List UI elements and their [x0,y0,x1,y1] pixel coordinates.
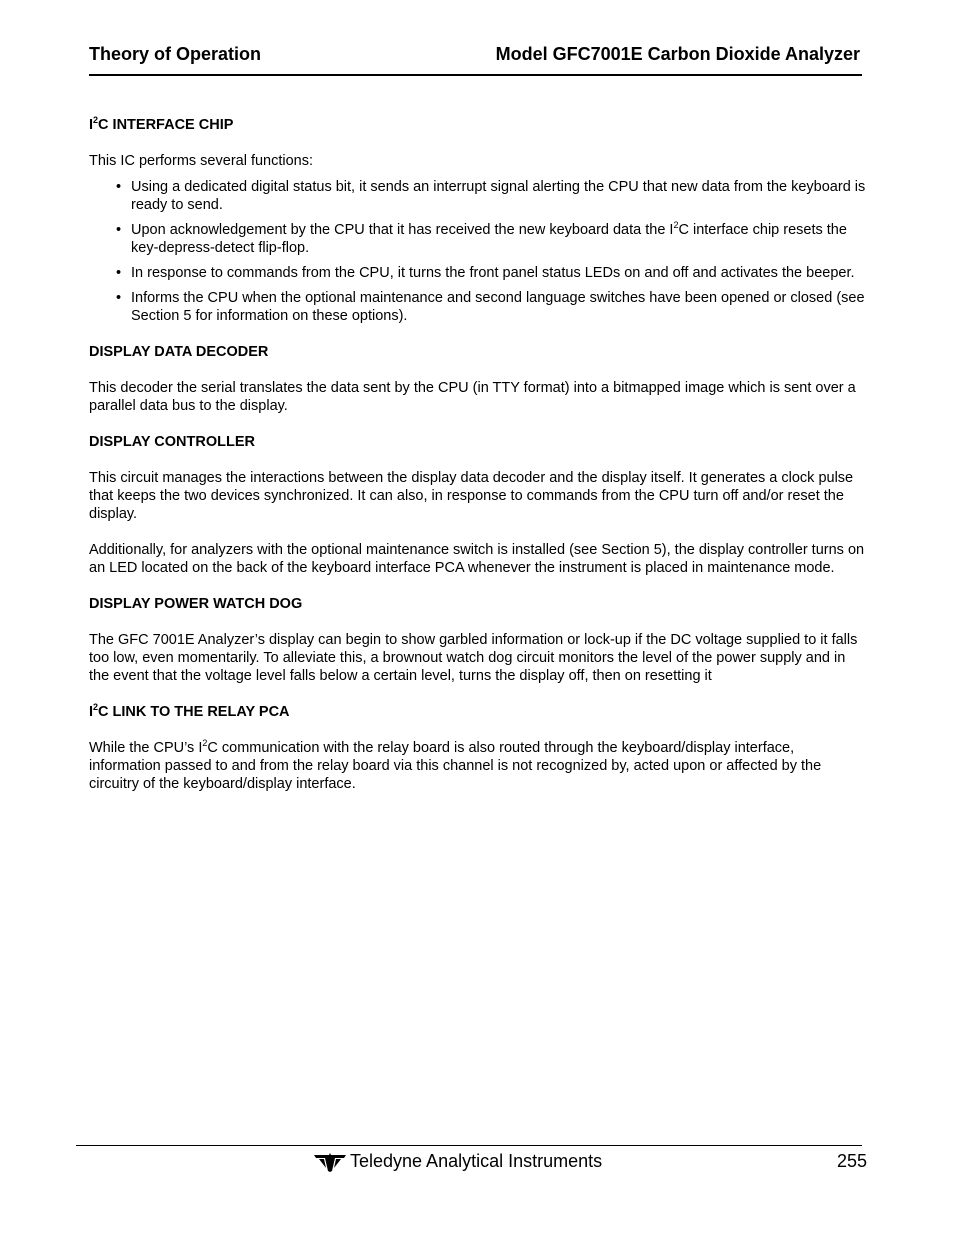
list-item: • Informs the CPU when the optional maintenance and second language switches have been opened or closed (see Section 5 for information on these options). [116,290,865,324]
paragraph-decoder: This decoder the serial translates the data sent by the CPU (in TTY format) into a bitmapped image which is sent over a parallel data bus to the display. [89,380,856,414]
bullet-icon: • [116,265,122,281]
bullet-icon: • [116,290,122,306]
heading-display-controller: DISPLAY CONTROLLER [89,434,255,450]
teledyne-logo-icon [313,1151,347,1173]
list-item: • Upon acknowledgement by the CPU that it has received the new keyboard data the $I^2C$ interface chip resets the key-depress-detect flip-flop. [116,220,847,256]
heading-i2c-link-relay: $I^2C$ LINK TO THE RELAY PCA [89,702,290,720]
page-number: 255 [836,1151,867,1171]
heading-display-power-watch-dog: DISPLAY POWER WATCH DOG [89,596,303,612]
footer-divider [76,1145,862,1146]
function-list [89,178,869,325]
footer-company: Teledyne Analytical Instruments [350,1151,603,1171]
paragraph-controller-1: This circuit manages the interactions between the display data decoder and the display itself. It generates a clock pulse that keeps the two devices synchronized. It can also, in response to commands from the CPU turn off and/or reset the display. [89,470,854,522]
list-item: • Using a dedicated digital status bit, it sends an interrupt signal alerting the CPU that new data from the keyboard is ready to send. [116,179,866,213]
heading-i2c-interface-chip: $I^2C$ INTERFACE CHIP [89,115,234,133]
bullet-icon: • [116,222,122,238]
header-section-title: Theory of Operation [89,44,262,64]
page-content [89,116,869,793]
heading-display-data-decoder: DISPLAY DATA DECODER [89,344,269,360]
paragraph-intro: This IC performs several functions: [89,153,314,169]
header-document-title: Model GFC7001E Carbon Dioxide Analyzer [495,44,860,64]
header-divider [89,74,862,76]
paragraph-controller-2: Additionally, for analyzers with the optional maintenance switch is installed (see Section 5), the display controller turns on an LED located on the back of the keyboard interface PCA whenever the instrument is placed in maintenance mode. [89,542,865,576]
paragraph-watch-dog: The GFC 7001E Analyzer’s display can begin to show garbled information or lock-up if the DC voltage supplied to it falls too low, even momentarily. To alleviate this, a brownout watch dog circuit monitors the level of the power supply and in the event that the voltage level falls below a certain level, turns the display off, then on resetting it [89,632,858,684]
list-item: • In response to commands from the CPU, it turns the front panel status LEDs on and off and activates the beeper. [116,265,855,281]
bullet-icon: • [116,179,122,195]
paragraph-i2c-link: While the CPU’s $I^2C$ communication with the relay board is also routed through the keyboard/display interface, information passed to and from the relay board via this channel is not recognized by, acted upon or affected by the circuitry of the keyboard/display interface. [89,738,822,792]
